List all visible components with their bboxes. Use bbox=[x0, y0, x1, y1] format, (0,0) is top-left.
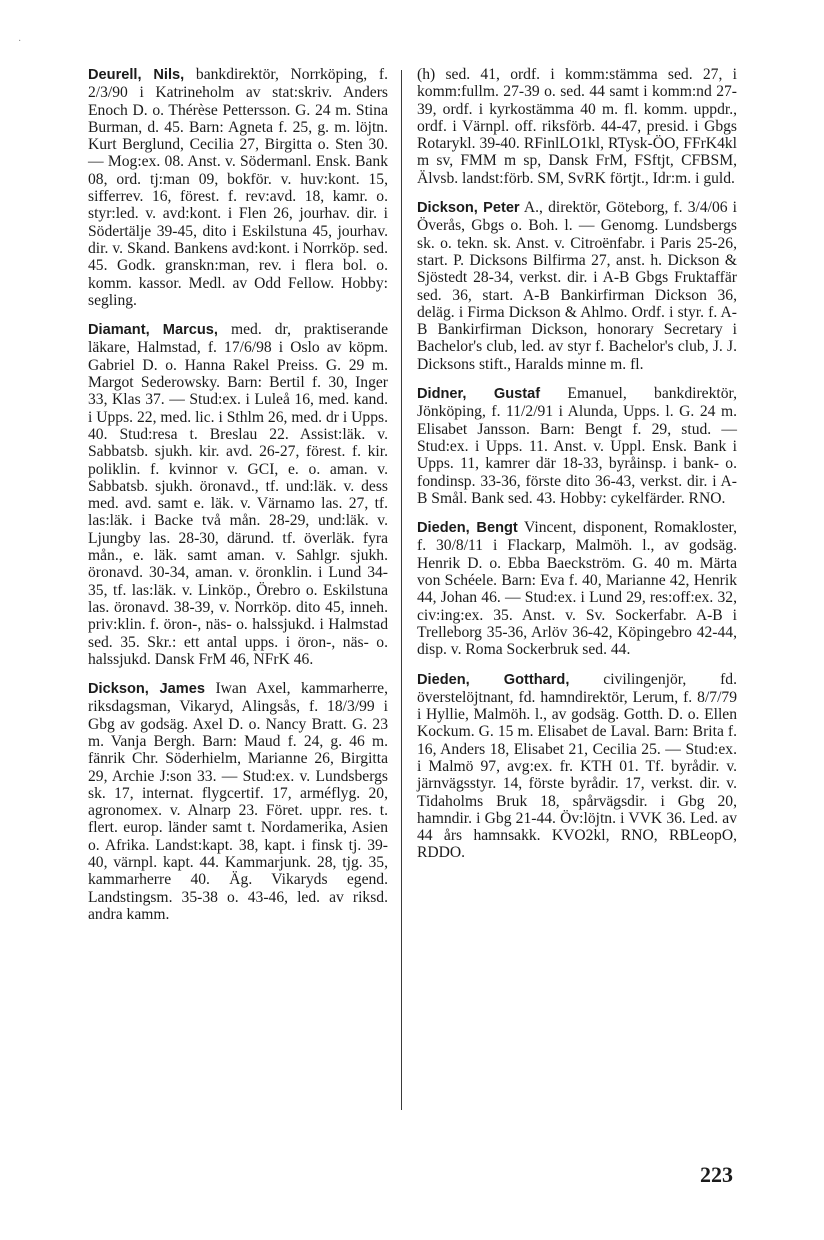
entry-name: Dieden, Bengt bbox=[417, 520, 518, 537]
entry-text: Emanuel, bankdirektör, Jönköping, f. 11/2/91 i Alunda, Upps. l. G. 24 m. Elisabet Jansson. Barn: Bengt f. 29, stud. — Stud:ex. i Upps. 11. Anst. v. Uppl. Ensk. Bank i Upps. 11, kamrer där 18-33, byråinsp. i bank- o. fondinsp. 33-36, förste dito 36-43, verkst. dir. i A-B Smål. Bank sed. 43. Hobby: cykelfärder. RNO. bbox=[417, 385, 737, 507]
entry-text: civilingenjör, fd. överstelöjtnant, fd. hamndirektör, Lerum, f. 8/7/79 i Hyllie, Malmöh. l., av godsäg. Gotth. D. o. Ellen Kockum. G. 15 m. Elisabet de Laval. Barn: Brita f. 16, Anders 18, Elisabet 21, Cecilia 25. — Stud:ex. i Malmö 97, avg:ex. fr. KTH 01. Tf. byrådir. v. järnvägsstyr. 14, förste byrådir. 17, verkst. dir. v. Tidaholms Bruk 18, spårvägsdir. i Gbg 20, hamndir. i Gbg 21-44. Öv:löjtn. i VVK 36. Led. av 44 års hamnsakk. KVO2kl, RNO, RBLeopO, RDDO. bbox=[417, 670, 737, 862]
entry-continuation: (h) sed. 41, ordf. i komm:stämma sed. 27, i komm:fullm. 27-39 o. sed. 44 samt i komm:nd 27-39, ordf. i kyrkostämma 40 m. fl. komm. uppdr., ordf. i Värnpl. off. riksförb. 44-47, presid. i Gbgs Rotarykl. 39-40. RFinlLO1kl, RTysk-ÖO, FFrK4kl m sv, FMM m sp, Dansk FrM, FSftjt, CFBSM, Älvsb. landst:förb. SM, SvRK förtjt., Idr:m. i guld. bbox=[417, 66, 737, 187]
entry-text: med. dr, praktiserande läkare, Halmstad, f. 17/6/98 i Oslo av köpm. Gabriel D. o. Hanna Rakel Preiss. G. 29 m. Margot Sederowsky. Barn: Bertil f. 30, Inger 33, Klas 37. — Stud:ex. i Luleå 16, med. kand. i Upps. 22, med. lic. i Sthlm 26, med. dr i Upps. 40. Stud:resa t. Breslau 22. Assist:läk. v. Sabbatsb. sjukh. kir. avd. 26-27, förest. f. kir. poliklin. f. kvinnor v. GCI, e. o. aman. v. Sabbatsb. sjukh. öronavd., tf. und:läk. v. dess med. avd. samt e. läk. v. Värnamo las. 27, tf. las:läk. i Backe två mån. 28-29, und:läk. v. Ljungby las. 28-30, därund. tf. överläk. fyra mån., e. läk. samt aman. v. Sahlgr. sjukh. öronavd. 30-34, aman. v. öronklin. i Lund 34-35, tf. las:läk. v. Linköp., Örebro o. Eskilstuna las. öronavd. 38-39, v. Norrköp. dito 45, inneh. priv:klin. f. öron-, näs- o. halssjukd. i Halmstad sed. 35. Skr.: ett antal upps. i öron-, näs- o. halssjukd. Dansk FrM 46, NFrK 46. bbox=[88, 321, 389, 668]
entry-text: Iwan Axel, kammarherre, riksdagsman, Vikaryd, Alingsås, f. 18/3/99 i Gbg av godsäg. Axel D. o. Nancy Bratt. G. 23 m. Vanja Bergh. Barn: Maud f. 24, g. 46 m. fänrik Chr. Söderhielm, Marianne 26, Birgitta 29, Archie J:son 33. — Stud:ex. v. Lundsbergs sk. 17, internat. flygcertif. 17, arméflyg. 20, agronomex. v. Alnarp 23. Föret. uppr. res. t. flert. europ. länder samt t. Nordamerika, Asien o. Afrika. Landst:kapt. 38, kapt. i finsk tj. 39-40, värnpl. kapt. 44. Kammarjunk. 28, tjg. 35, kammarherre 40. Äg. Vikaryds egend. Landstingsm. 35-38 o. 43-46, led. av riksd. andra kamm. bbox=[88, 680, 388, 923]
biography-entry bbox=[88, 680, 388, 923]
entry-name: Dieden, Gotthard, bbox=[417, 671, 570, 688]
biography-entry bbox=[417, 519, 737, 658]
column-divider bbox=[401, 70, 402, 1110]
biography-entry bbox=[417, 199, 737, 373]
page-number: 223 bbox=[700, 1162, 733, 1187]
entry-name: Diamant, Marcus, bbox=[88, 322, 218, 339]
entry-name: Dickson, Peter bbox=[417, 200, 520, 217]
scan-corner-mark: · bbox=[18, 36, 22, 47]
entry-name: Dickson, James bbox=[88, 681, 205, 698]
biography-entry bbox=[88, 66, 388, 309]
entry-name: Deurell, Nils, bbox=[88, 67, 185, 83]
biography-entry bbox=[417, 671, 737, 862]
entry-text: bankdirektör, Norrköping, f. 2/3/90 i Katrineholm av stat:skriv. Anders Enoch D. o. Thérèse Pettersson. G. 24 m. Stina Burman, d. 45. Barn: Agneta f. 25, g. m. löjtn. Kurt Berglund, Cecilia 27, Birgitta o. Sten 30. — Mog:ex. 08. Anst. v. Södermanl. Ensk. Bank 08, ord. tj:man 09, bokför. v. huv:kont. 15, sifferrev. 16, förest. f. rev:avd. 18, kamr. o. styr:led. v. avd:kont. i Flen 26, jourhav. dir. i Södertälje 39-45, dito i Eskilstuna 45, jourhav. dir. v. Skand. Bankens avd:kont. i Norrköp. sed. 45. Godk. granskn:man, rev. i flera bol. o. komm. kassor. Medl. av Odd Fellow. Hobby: segling. bbox=[88, 66, 388, 309]
entry-name: Didner, Gustaf bbox=[417, 386, 541, 403]
right-column bbox=[417, 66, 737, 862]
left-column bbox=[88, 66, 388, 923]
biography-entry bbox=[417, 385, 737, 507]
entry-text: Vincent, disponent, Romakloster, f. 30/8/11 i Flackarp, Malmöh. l., av godsäg. Henrik D. o. Ebba Baeckström. G. 40 m. Märta von Schéele. Barn: Eva f. 40, Marianne 42, Henrik 44, Johan 46. — Stud:ex. i Lund 29, res:off:ex. 32, civ:ing:ex. 35. Anst. v. Sv. Sockerfabr. A-B i Trelleborg 35-36, Arlöv 36-42, Köpingebro 42-44, disp. v. Roma Sockerbruk sed. 44. bbox=[417, 519, 737, 659]
entry-text: A., direktör, Göteborg, f. 3/4/06 i Överås, Gbgs o. Boh. l. — Genomg. Lundsbergs sk. o. tekn. sk. Anst. v. Citroënfabr. i Paris 25-26, start. P. Dicksons Bilfirma 27, anst. h. Dickson & Sjöstedt 28-34, verkst. dir. i A-B Gbgs Fruktaffär sed. 36, start. A-B Bankirfirman Dickson 36, deläg. i Firma Dickson & Ahlmo. Ordf. i styr. f. A-B Bankirfirman Dickson, honorary Secretary i Bachelor's club, led. av styr f. Bachelor's club, J. J. Dicksons stift., Haralds minne m. fl. bbox=[417, 199, 738, 373]
biography-entry bbox=[88, 321, 388, 668]
